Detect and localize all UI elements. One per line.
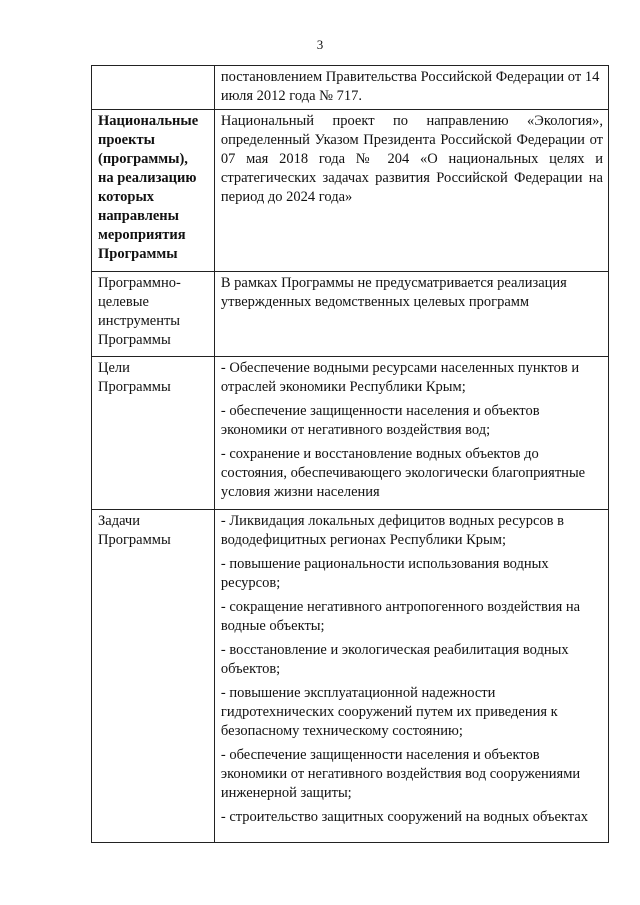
label-line: Программы — [98, 332, 171, 348]
table-row-continued — [92, 66, 609, 110]
label-line: Программы — [98, 532, 171, 548]
label-line: на реализацию — [98, 170, 197, 186]
table-row-instruments — [92, 272, 609, 357]
list-item: - повышение эксплуатационной надежности гидротехнических сооружений путем их приведения к безопасному техническому состоянию; — [220, 685, 558, 739]
list-item: - восстановление и экологическая реабилитация водных объектов; — [220, 642, 569, 677]
label-line: которых — [98, 189, 155, 205]
list-item: - Обеспечение водными ресурсами населенных пунктов и отраслей экономики Республики Крым; — [220, 360, 580, 395]
row-list-tasks — [214, 510, 608, 843]
list-item: - обеспечение защищенности населения и объектов экономики от негативного воздействия вод сооружениями инженерной защиты; — [220, 747, 581, 801]
label-line: целевые — [98, 294, 149, 310]
label-line: мероприятия — [98, 227, 186, 243]
label-line: Программно- — [98, 275, 181, 291]
label-line: Программы — [98, 379, 171, 395]
row-list-goals — [214, 357, 608, 510]
label-line: проекты — [98, 132, 155, 148]
list-item: - строительство защитных сооружений на водных объектах — [220, 809, 588, 825]
program-passport-table — [91, 65, 609, 843]
label-line: Цели — [98, 360, 130, 376]
row-label-instruments — [92, 272, 215, 357]
row-text-national-projects: Национальный проект по направлению «Экология», определенный Указом Президента Российской Федерации от 07 мая 2018 года № 204 «О национальных целях и стратегических задачах развития Российской Федерации на период до 2024 года» — [214, 110, 608, 272]
label-line: Задачи — [98, 513, 140, 529]
list-item: - обеспечение защищенности населения и объектов экономики от негативного воздействия вод; — [220, 403, 540, 438]
label-line: инструменты — [98, 313, 181, 329]
row-label-tasks — [92, 510, 215, 843]
table-row-tasks — [92, 510, 609, 843]
label-line: (программы), — [98, 151, 188, 167]
label-line: Программы — [98, 246, 178, 262]
page-number: 3 — [316, 37, 324, 52]
row-label-goals — [92, 357, 215, 510]
list-item: - повышение рациональности использования водных ресурсов; — [220, 556, 549, 591]
label-line: направлены — [98, 208, 179, 224]
list-item: - сокращение негативного антропогенного воздействия на водные объекты; — [220, 599, 581, 634]
row-label-national-projects — [92, 110, 215, 272]
row-label-empty — [92, 66, 215, 110]
row-text-continued: постановлением Правительства Российской Федерации от 14 июля 2012 года № 717. — [214, 66, 608, 110]
list-item: - Ликвидация локальных дефицитов водных ресурсов в вододефицитных регионах Республики Крым; — [220, 513, 564, 548]
table-row-goals — [92, 357, 609, 510]
list-item: - сохранение и восстановление водных объектов до состояния, обеспечивающего экологически благоприятные условия жизни населения — [220, 446, 586, 500]
row-text-instruments: В рамках Программы не предусматривается реализация утвержденных ведомственных целевых программ — [214, 272, 608, 357]
table-row-national-projects — [92, 110, 609, 272]
label-line: Национальные — [98, 113, 199, 129]
